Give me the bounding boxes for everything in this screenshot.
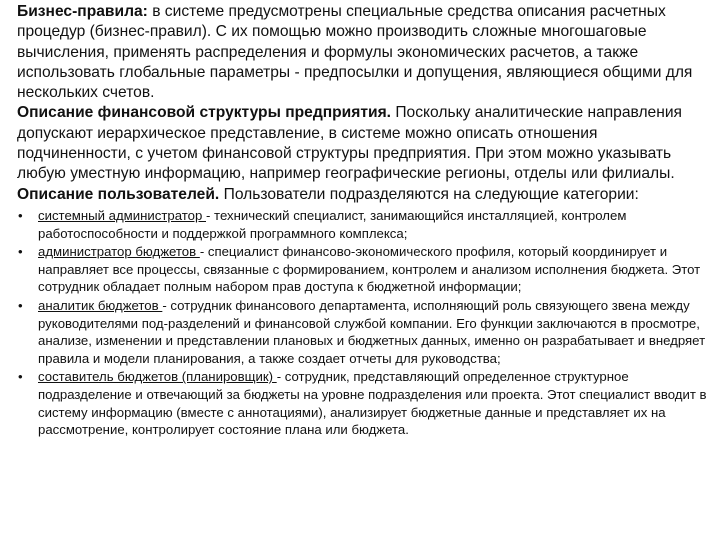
users-paragraph: [17, 185, 710, 205]
financial-structure-heading: Описание финансовой структуры предприятия.: [17, 104, 392, 122]
list-item: [17, 297, 710, 367]
category-description: - сотрудник финансового департамента, исполняющий роль связующего звена между руководителями под-разделений и финансовой службой компании. Его функции заключаются в просмотре, анализе, изменении и представлении плановых и бюджетных данных, именно он разрабатывает и внедряет правила и модели планирования, а также создает отчеты для руководства;: [38, 297, 706, 366]
list-item: [17, 207, 710, 242]
list-item: [17, 368, 710, 438]
category-term: аналитик бюджетов: [38, 297, 163, 313]
business-rules-text: в системе предусмотрены специальные средства описания расчетных процедур (бизнес-правил). С их помощью можно производить сложные многошаговые вычисления, применять распределения и формулы экономических расчетов, а также использовать глобальные параметры - предпосылки и допущения, являющиеся общими для нескольких счетов.: [17, 3, 693, 102]
bullet-icon: •: [18, 244, 23, 260]
users-heading: Описание пользователей.: [17, 185, 220, 203]
financial-structure-paragraph: [17, 103, 710, 184]
business-rules-paragraph: [17, 2, 710, 103]
category-description: - технический специалист, занимающийся инсталляцией, контролем работоспособности и поддержкой программного комплекса;: [38, 207, 627, 241]
category-term: системный администратор: [38, 207, 206, 223]
category-term: администратор бюджетов: [38, 244, 200, 260]
users-text: Пользователи подразделяются на следующие категории:: [219, 185, 639, 203]
bullet-icon: •: [18, 297, 23, 313]
user-categories-list: [17, 207, 710, 439]
financial-structure-text: Поскольку аналитические направления допускают иерархическое представление, в системе можно описать отношения подчиненности, с учетом финансовой структуры предприятия. При этом можно указывать любую уместную информацию, например географические регионы, отделы или филиалы.: [17, 104, 682, 183]
bullet-icon: •: [18, 369, 23, 385]
list-item: [17, 243, 710, 296]
bullet-icon: •: [18, 207, 23, 223]
business-rules-heading: Бизнес-правила:: [17, 3, 148, 20]
category-description: - сотрудник, представляющий определенное структурное подразделение и отвечающий за бюджеты на уровне подразделения или проекта. Этот специалист вводит в систему информацию (вместе с аннотациями), анализирует бюджетные данные и представляет их на рассмотрение, контролирует состояние плана или бюджета.: [38, 369, 707, 438]
category-term: составитель бюджетов (планировщик): [38, 369, 277, 385]
category-description: - специалист финансово-экономического профиля, который координирует и направляет все процессы, связанные с формированием, контролем и анализом исполнения бюджета. Этот сотрудник обладает полным набором прав доступа к бюджетной информации;: [38, 244, 701, 295]
